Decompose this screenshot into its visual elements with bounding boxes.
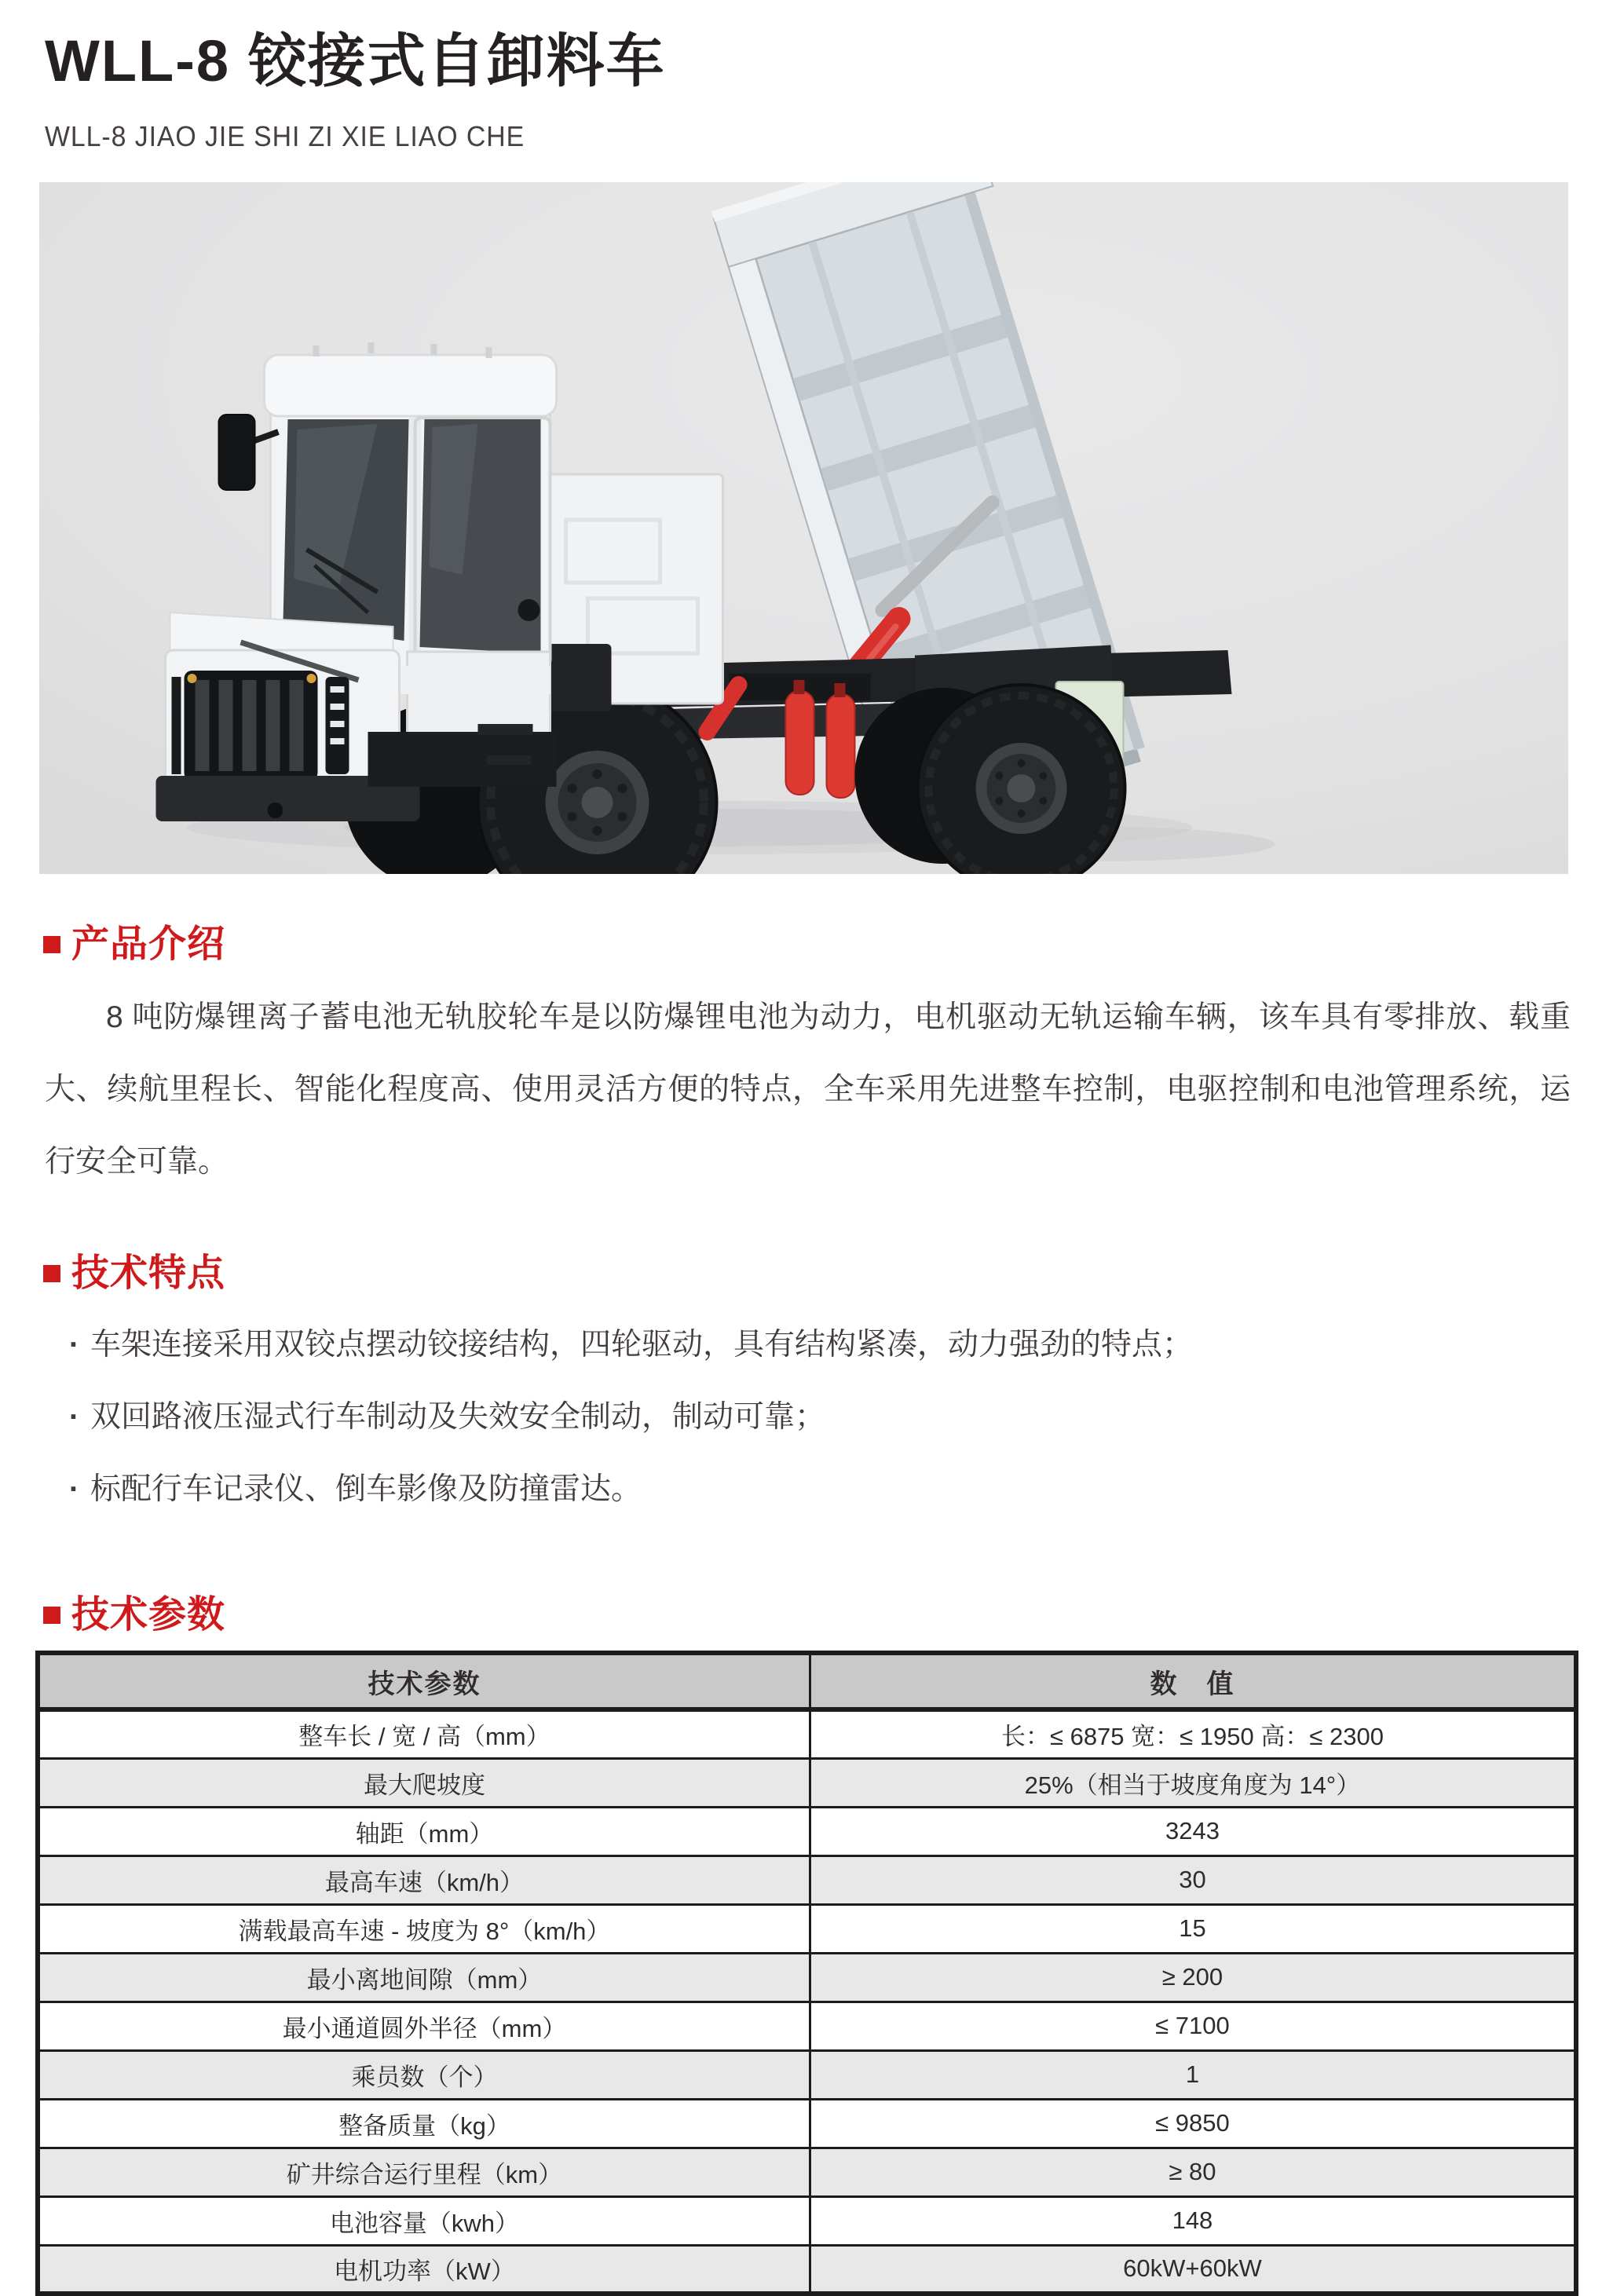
table-row bbox=[38, 2148, 1576, 2196]
section-heading-features bbox=[43, 1242, 1613, 1296]
section-bullet-icon bbox=[43, 936, 60, 953]
section-heading-label: 技术参数 bbox=[71, 1594, 226, 1636]
spec-value-cell: 3243 bbox=[810, 1807, 1576, 1855]
spec-table-body bbox=[38, 1709, 1576, 2294]
rear-wheel bbox=[918, 685, 1125, 874]
spec-value-cell: 60kW+60kW bbox=[810, 2245, 1576, 2294]
spec-parameter-cell: 整备质量（kg） bbox=[38, 2099, 810, 2148]
page-subtitle: WLL-8 JIAO JIE SHI ZI XIE LIAO CHE bbox=[45, 120, 525, 152]
spec-parameter-cell: 整车长 / 宽 / 高（mm） bbox=[38, 1709, 810, 1758]
table-row bbox=[38, 2245, 1576, 2294]
spec-value-cell: 15 bbox=[810, 1904, 1576, 1953]
table-row bbox=[38, 1709, 1576, 1758]
column-header-parameter: 技术参数 bbox=[38, 1653, 810, 1709]
spec-value-cell: 148 bbox=[810, 2196, 1576, 2245]
spec-parameter-cell: 最大爬坡度 bbox=[38, 1758, 810, 1807]
column-header-value: 数 值 bbox=[810, 1653, 1576, 1709]
spec-value-cell: ≤ 9850 bbox=[810, 2099, 1576, 2148]
page-title: WLL-8 铰接式自卸料车 bbox=[45, 28, 666, 93]
section-bullet-icon bbox=[43, 1607, 60, 1624]
spec-value-cell: 25%（相当于坡度角度为 14°） bbox=[810, 1758, 1576, 1807]
spec-parameter-cell: 乘员数（个） bbox=[38, 2050, 810, 2099]
product-image-panel bbox=[39, 182, 1568, 874]
spec-parameter-cell: 电池容量（kwh） bbox=[38, 2196, 810, 2245]
table-row bbox=[38, 1953, 1576, 2002]
spec-parameter-cell: 轴距（mm） bbox=[38, 1807, 810, 1855]
side-mirror bbox=[219, 415, 255, 490]
table-row bbox=[38, 2050, 1576, 2099]
spec-value-cell: ≥ 80 bbox=[810, 2148, 1576, 2196]
spec-parameter-cell: 最小离地间隙（mm） bbox=[38, 1953, 810, 2002]
table-header-row bbox=[38, 1653, 1576, 1709]
spec-table-head bbox=[38, 1653, 1576, 1709]
spec-parameter-cell: 最小通道圆外半径（mm） bbox=[38, 2002, 810, 2050]
spec-parameter-cell: 矿井综合运行里程（km） bbox=[38, 2148, 810, 2196]
feature-item: · 车架连接采用双铰点摆动铰接结构，四轮驱动，具有结构紧凑，动力强劲的特点； bbox=[69, 1309, 1571, 1381]
table-row bbox=[38, 2099, 1576, 2148]
section-heading-specs bbox=[43, 1584, 1613, 1638]
table-row bbox=[38, 1904, 1576, 1953]
spec-value-cell: ≤ 7100 bbox=[810, 2002, 1576, 2050]
table-row bbox=[38, 1855, 1576, 1904]
product-truck-render bbox=[39, 182, 1568, 874]
spec-value-cell: 长：≤ 6875 宽：≤ 1950 高：≤ 2300 bbox=[810, 1709, 1576, 1758]
feature-item: · 标配行车记录仪、倒车影像及防撞雷达。 bbox=[69, 1453, 1571, 1526]
section-heading-intro bbox=[43, 913, 1613, 967]
intro-paragraph: 8 吨防爆锂离子蓄电池无轨胶轮车是以防爆锂电池为动力，电机驱动无轨运输车辆，该车具有零排放、载重大、续航里程长、智能化程度高、使用灵活方便的特点，全车采用先进整车控制，电驱控制和电池管理系统，运行安全可靠。 bbox=[45, 1000, 1571, 1179]
spec-value-cell: ≥ 200 bbox=[810, 1953, 1576, 2002]
spec-parameter-cell: 最高车速（km/h） bbox=[38, 1855, 810, 1904]
feature-item: · 双回路液压湿式行车制动及失效安全制动，制动可靠； bbox=[69, 1381, 1571, 1453]
spec-table bbox=[35, 1651, 1578, 2296]
rear-body-box bbox=[541, 474, 723, 711]
spec-parameter-cell: 满载最高车速 - 坡度为 8°（km/h） bbox=[38, 1904, 810, 1953]
table-row bbox=[38, 2196, 1576, 2245]
table-row bbox=[38, 1758, 1576, 1807]
section-bullet-icon bbox=[43, 1265, 60, 1282]
spec-value-cell: 1 bbox=[810, 2050, 1576, 2099]
spec-parameter-cell: 电机功率（kW） bbox=[38, 2245, 810, 2294]
doc-header bbox=[0, 0, 1613, 154]
features-list bbox=[69, 1309, 1571, 1526]
section-heading-label: 技术特点 bbox=[71, 1252, 226, 1294]
spec-value-cell: 30 bbox=[810, 1855, 1576, 1904]
table-row bbox=[38, 2002, 1576, 2050]
section-heading-label: 产品介绍 bbox=[71, 923, 226, 965]
table-row bbox=[38, 1807, 1576, 1855]
